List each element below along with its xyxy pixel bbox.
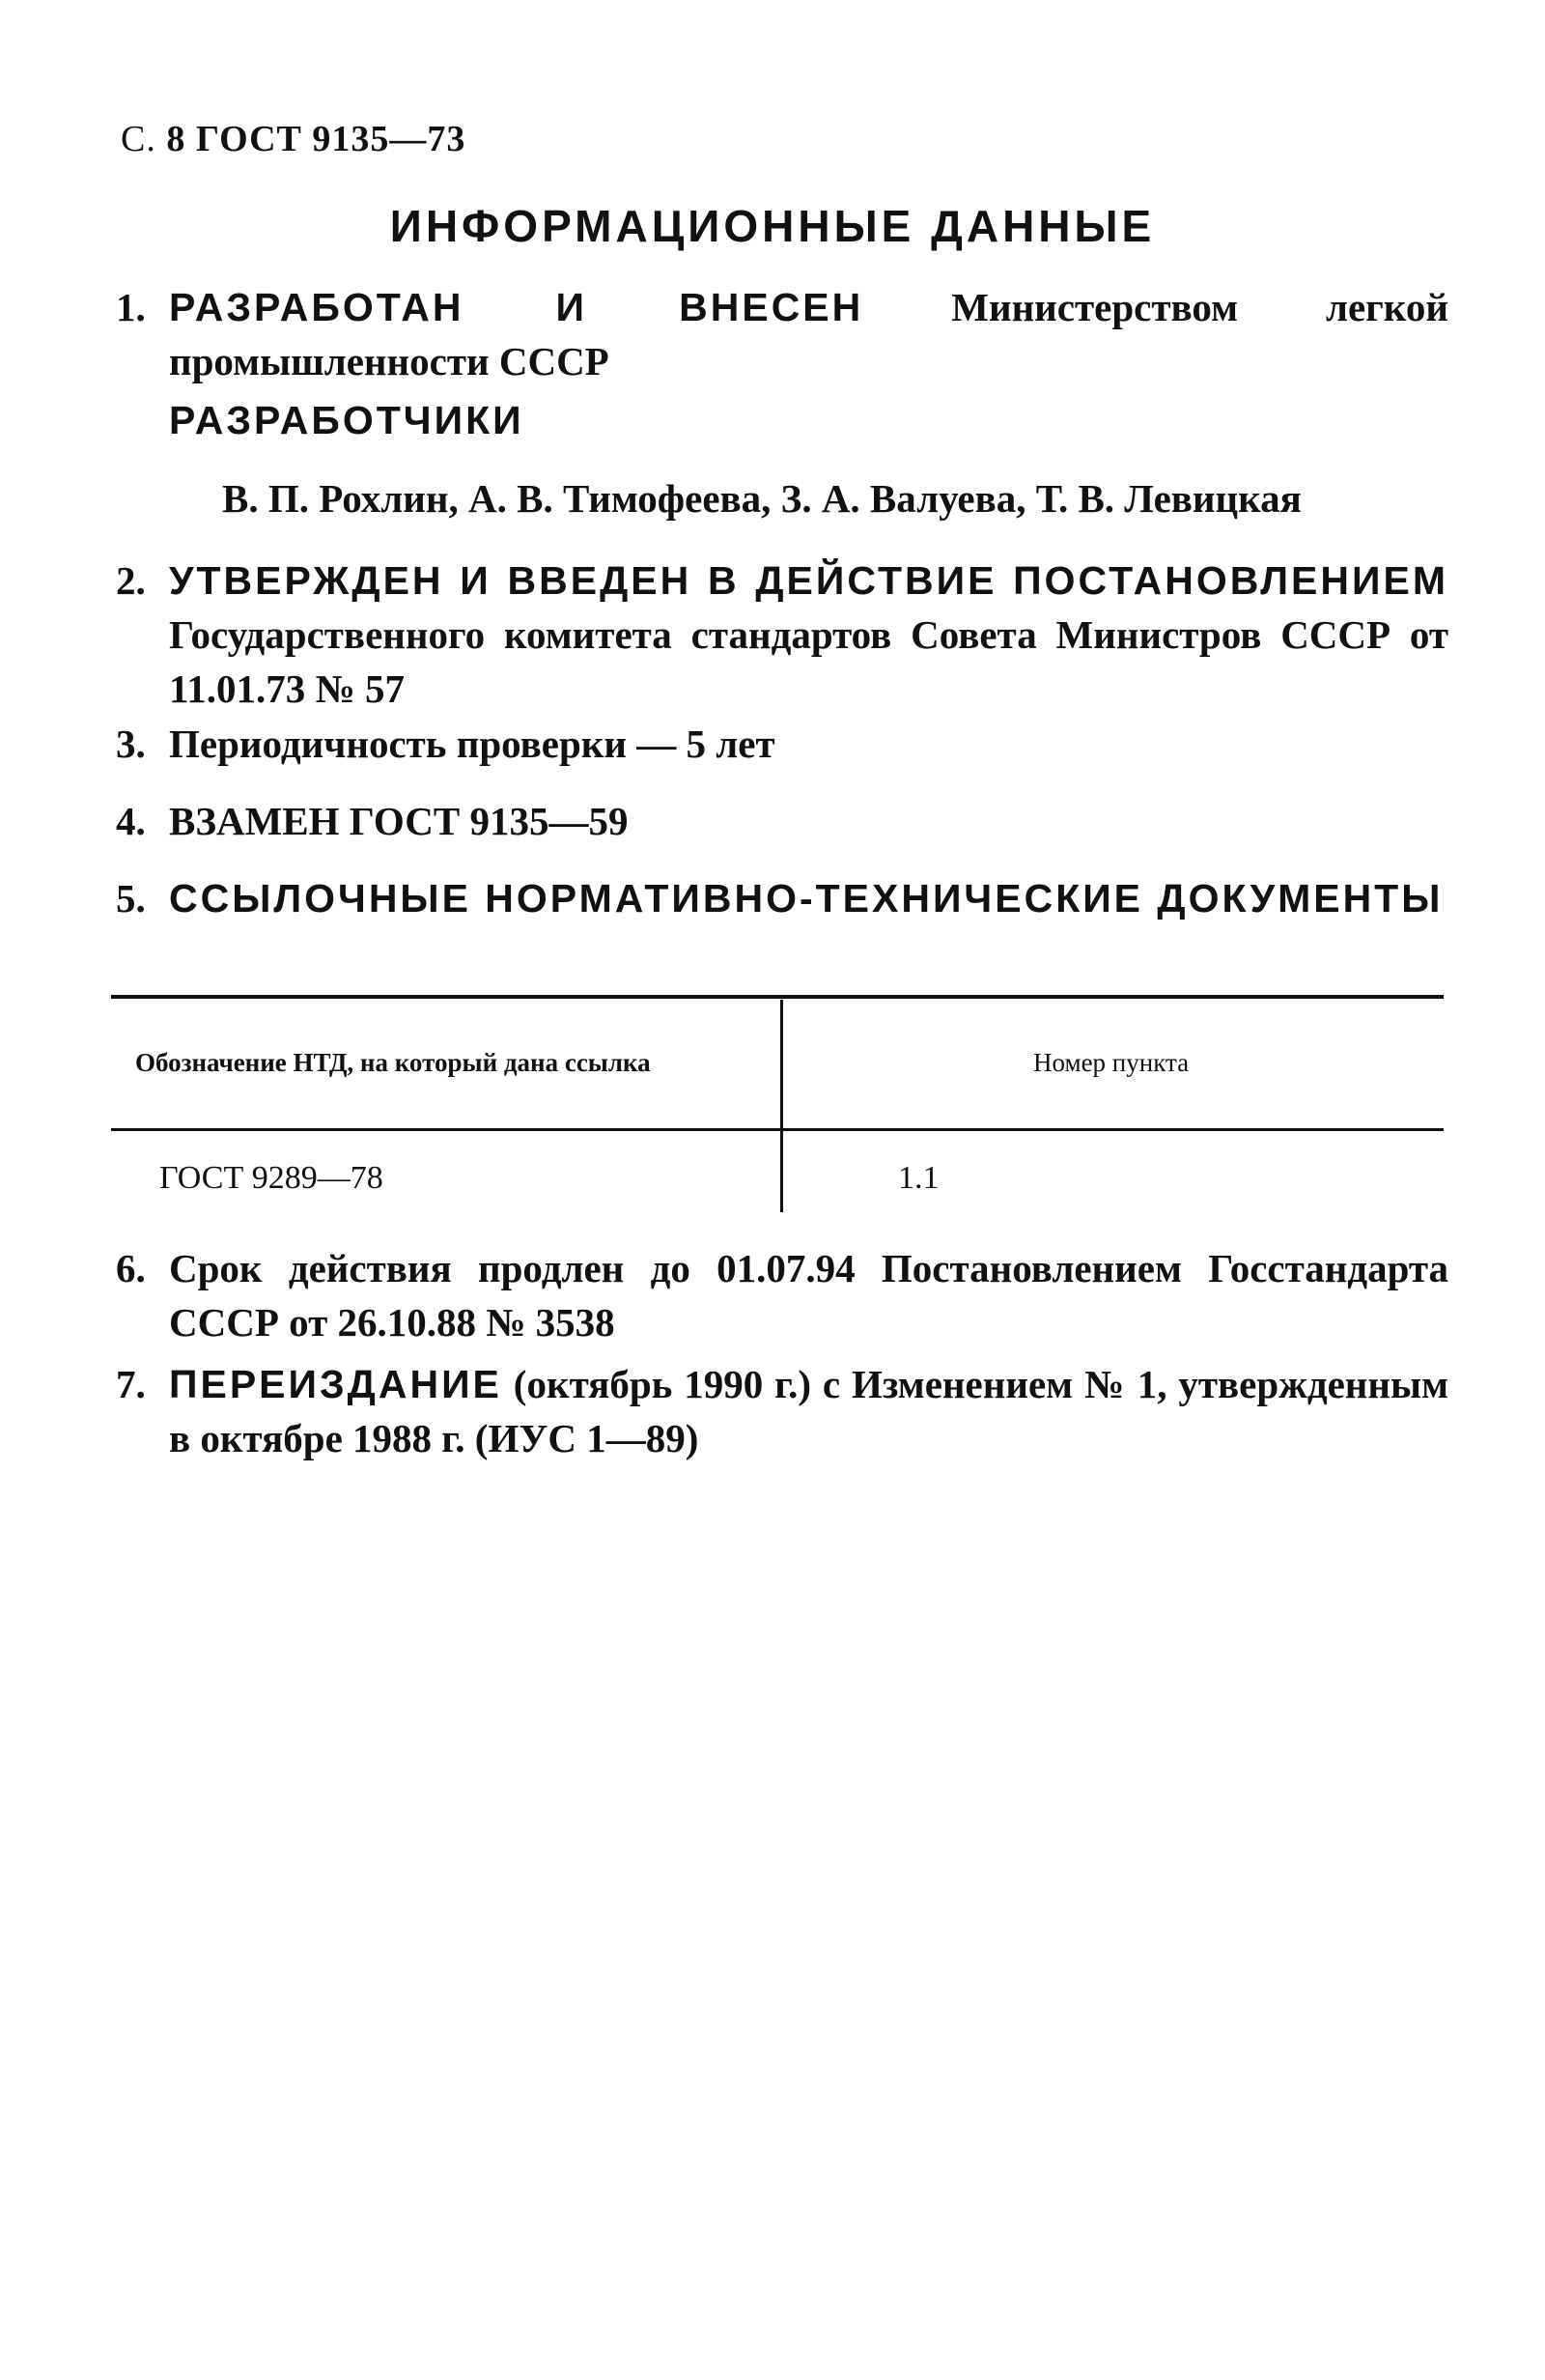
- table-cell-designation: ГОСТ 9289—78: [159, 1160, 383, 1196]
- item-caps: ПЕРЕИЗДАНИЕ: [169, 1362, 502, 1406]
- item-rest: (октябрь 1990 г.) с Изменением № 1, утвержденным в октябре 1988 г. (ИУС 1—89): [169, 1362, 1448, 1460]
- item-text: ССЫЛОЧНЫЕ НОРМАТИВНО-ТЕХНИЧЕСКИЕ ДОКУМЕНТЫ: [169, 876, 1444, 921]
- item-number: 7.: [116, 1362, 146, 1406]
- item-number: 6.: [116, 1246, 146, 1290]
- item-text: [169, 1357, 1448, 1465]
- page-prefix: С.: [121, 119, 156, 159]
- page-number: 8: [166, 119, 186, 159]
- developers-heading: РАЗРАБОТЧИКИ: [169, 398, 524, 442]
- item-number: 2.: [116, 558, 146, 603]
- item-number: 1.: [116, 285, 146, 329]
- page-title: ИНФОРМАЦИОННЫЕ ДАННЫЕ: [389, 201, 1156, 251]
- item-rest: Государственного комитета стандартов Совета Министров СССР от 11.01.73 № 57: [169, 612, 1448, 711]
- item-rest: Министерством легкой промышленности СССР: [169, 285, 1448, 383]
- table-header-clause: Номер пункта: [1033, 1048, 1190, 1077]
- page-header: [121, 118, 465, 160]
- item-caps: РАЗРАБОТАН И ВНЕСЕН: [169, 285, 864, 329]
- item-caps: УТВЕРЖДЕН И ВВЕДЕН В ДЕЙСТВИЕ ПОСТАНОВЛЕНИЕМ: [169, 558, 1448, 603]
- item-text: Срок действия продлен до 01.07.94 Постановлением Госстандарта СССР от 26.10.88 № 3538: [169, 1246, 1448, 1345]
- item-number: 3.: [116, 722, 146, 766]
- item-text: Периодичность проверки — 5 лет: [169, 722, 775, 766]
- item-text: [169, 553, 1448, 716]
- references-table: [111, 990, 1444, 1212]
- item-text: [169, 280, 1448, 388]
- standard-number: ГОСТ 9135—73: [195, 119, 466, 159]
- table-top-rule: [111, 995, 1444, 999]
- table-column-divider: [780, 1000, 783, 1212]
- item-text: ВЗАМЕН ГОСТ 9135—59: [169, 799, 629, 843]
- item-number: 4.: [116, 799, 146, 843]
- item-number: 5.: [116, 876, 146, 921]
- table-cell-clause: 1.1: [898, 1160, 940, 1196]
- table-header-rule: [111, 1128, 1444, 1131]
- table-header-designation: Обозначение НТД, на который дана ссылка: [135, 1048, 651, 1077]
- developers-list: В. П. Рохлин, А. В. Тимофеева, З. А. Валуева, Т. В. Левицкая: [222, 476, 1302, 521]
